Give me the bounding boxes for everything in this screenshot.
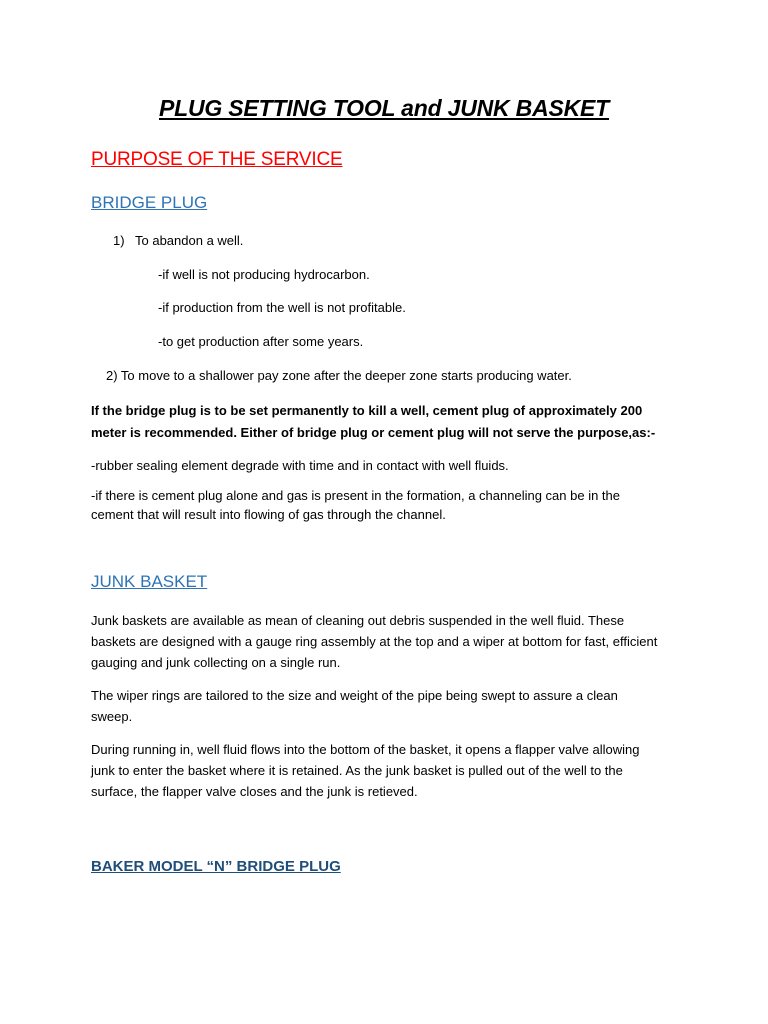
reason-2: -if there is cement plug alone and gas is present in the formation, a channeling can be in the cement that will result into flowing of gas through the channel. bbox=[91, 488, 620, 522]
list-item-1 bbox=[113, 231, 243, 251]
junk-basket-heading: JUNK BASKET bbox=[91, 572, 208, 591]
baker-model-heading: BAKER MODEL “N” BRIDGE PLUG bbox=[91, 858, 341, 875]
document-title: PLUG SETTING TOOL and JUNK BASKET bbox=[158, 95, 610, 121]
bridge-plug-heading: BRIDGE PLUG bbox=[91, 193, 208, 212]
list-item-1-number: 1) bbox=[113, 233, 125, 248]
list-item-1-text: To abandon a well. bbox=[135, 233, 244, 248]
junk-basket-para-3: During running in, well fluid flows into the bottom of the basket, it opens a flapper valve allowing junk to enter the basket where it is retained. As the junk basket is pulled out of the well to the surface, the flapper valve closes and the junk is retieved. bbox=[91, 742, 640, 799]
junk-basket-para-1: Junk baskets are available as mean of cleaning out debris suspended in the well fluid. These baskets are designed with a gauge ring assembly at the top and a wiper at bottom for fast, efficient gauging and junk collecting on a single run. bbox=[91, 613, 658, 670]
sub-item-3: -to get production after some years. bbox=[158, 334, 364, 349]
reason-1: -rubber sealing element degrade with time and in contact with well fluids. bbox=[91, 458, 509, 473]
bold-note: If the bridge plug is to be set permanently to kill a well, cement plug of approximately 200 meter is recommended. Either of bridge plug or cement plug will not serve the purpose,as:- bbox=[91, 403, 656, 440]
sub-item-1: -if well is not producing hydrocarbon. bbox=[158, 267, 370, 282]
sub-item-2: -if production from the well is not profitable. bbox=[158, 300, 406, 315]
junk-basket-para-2: The wiper rings are tailored to the size and weight of the pipe being swept to assure a clean sweep. bbox=[91, 688, 618, 724]
purpose-heading: PURPOSE OF THE SERVICE bbox=[91, 149, 343, 170]
list-item-2: 2) To move to a shallower pay zone after the deeper zone starts producing water. bbox=[106, 368, 572, 383]
